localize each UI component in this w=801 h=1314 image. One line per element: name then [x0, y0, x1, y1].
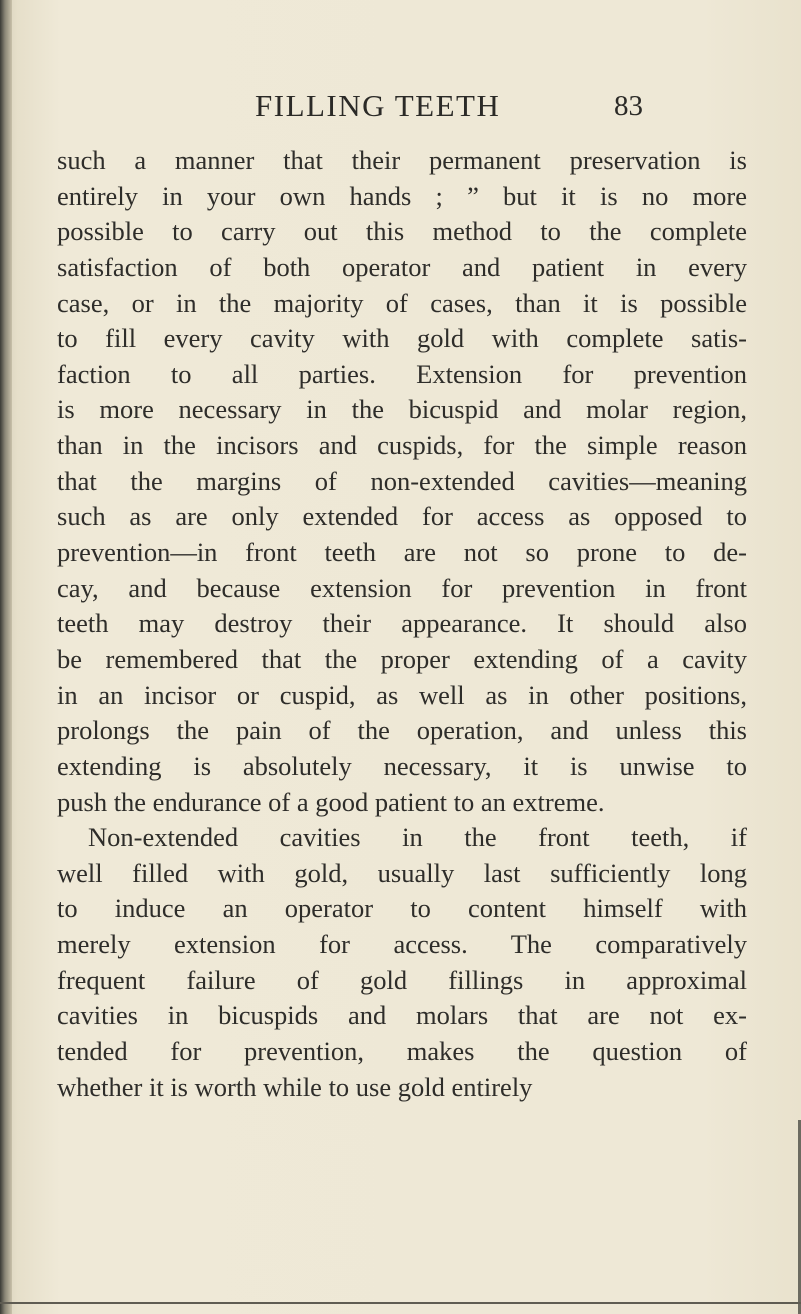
text-line: prevention—in front teeth are not so prone to de-: [57, 537, 747, 568]
text-line: be remembered that the proper extending of a cavity: [57, 643, 747, 674]
text-line: tended for prevention, makes the question of: [57, 1036, 747, 1067]
text-line: such as are only extended for access as opposed to: [57, 501, 747, 532]
paragraph-first-line: Non-extended cavities in the front teeth, if: [88, 822, 747, 853]
text-line: whether it is worth while to use gold entirely: [57, 1071, 533, 1102]
text-line: frequent failure of gold fillings in approximal: [57, 964, 747, 995]
text-line: to induce an operator to content himself with: [57, 893, 747, 924]
page-bottom-edge: [0, 1302, 801, 1304]
page-number: 83: [614, 90, 643, 122]
text-line: cay, and because extension for prevention in front: [57, 572, 747, 603]
text-line: possible to carry out this method to the complete: [57, 216, 747, 247]
text-line: that the margins of non-extended cavities—meaning: [57, 465, 747, 496]
body-text: [57, 143, 747, 1105]
running-head: [0, 86, 801, 126]
text-line: to fill every cavity with gold with complete satis-: [57, 323, 747, 354]
text-line: push the endurance of a good patient to an extreme.: [57, 786, 605, 817]
text-line: prolongs the pain of the operation, and unless this: [57, 715, 747, 746]
text-line: teeth may destroy their appearance. It should also: [57, 608, 747, 639]
text-line: cavities in bicuspids and molars that are not ex-: [57, 1000, 747, 1031]
text-line: well filled with gold, usually last sufficiently long: [57, 857, 747, 888]
text-line: faction to all parties. Extension for prevention: [57, 358, 747, 389]
chapter-title: FILLING TEETH: [255, 88, 501, 123]
text-line: is more necessary in the bicuspid and molar region,: [57, 394, 747, 425]
text-line: than in the incisors and cuspids, for the simple reason: [57, 430, 747, 461]
book-spine-shadow: [0, 0, 12, 1314]
text-line: in an incisor or cuspid, as well as in other positions,: [57, 679, 747, 710]
text-line: merely extension for access. The comparatively: [57, 929, 747, 960]
text-line: satisfaction of both operator and patient in every: [57, 251, 747, 282]
text-line: entirely in your own hands ; ” but it is no more: [57, 180, 747, 211]
text-line: such a manner that their permanent preservation is: [57, 145, 747, 175]
text-line: case, or in the majority of cases, than it is possible: [57, 287, 747, 318]
text-line: extending is absolutely necessary, it is unwise to: [57, 750, 747, 781]
